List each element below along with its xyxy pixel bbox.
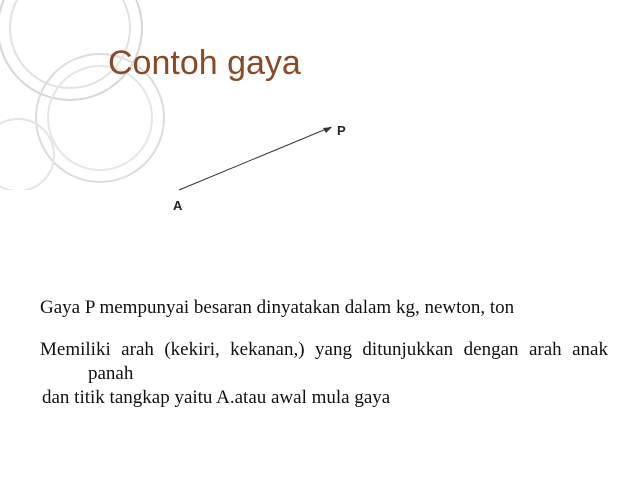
vector-shaft	[179, 127, 331, 190]
slide-title: Contoh gaya	[108, 44, 301, 82]
paragraph-magnitude: Gaya P mempunyai besaran dinyatakan dalam kg, newton, ton	[40, 297, 515, 318]
paragraph-point-of-application: dan titik tangkap yaitu A.atau awal mula gaya	[42, 387, 391, 408]
paragraph-direction: Memiliki arah (kekiri, kekanan,) yang ditunjukkan dengan arah anak panah	[40, 339, 608, 384]
slide-body	[40, 296, 608, 410]
arrowhead-icon	[323, 127, 332, 133]
vector-end-label-p: P	[337, 123, 346, 138]
vector-start-label-a: A	[173, 198, 183, 213]
